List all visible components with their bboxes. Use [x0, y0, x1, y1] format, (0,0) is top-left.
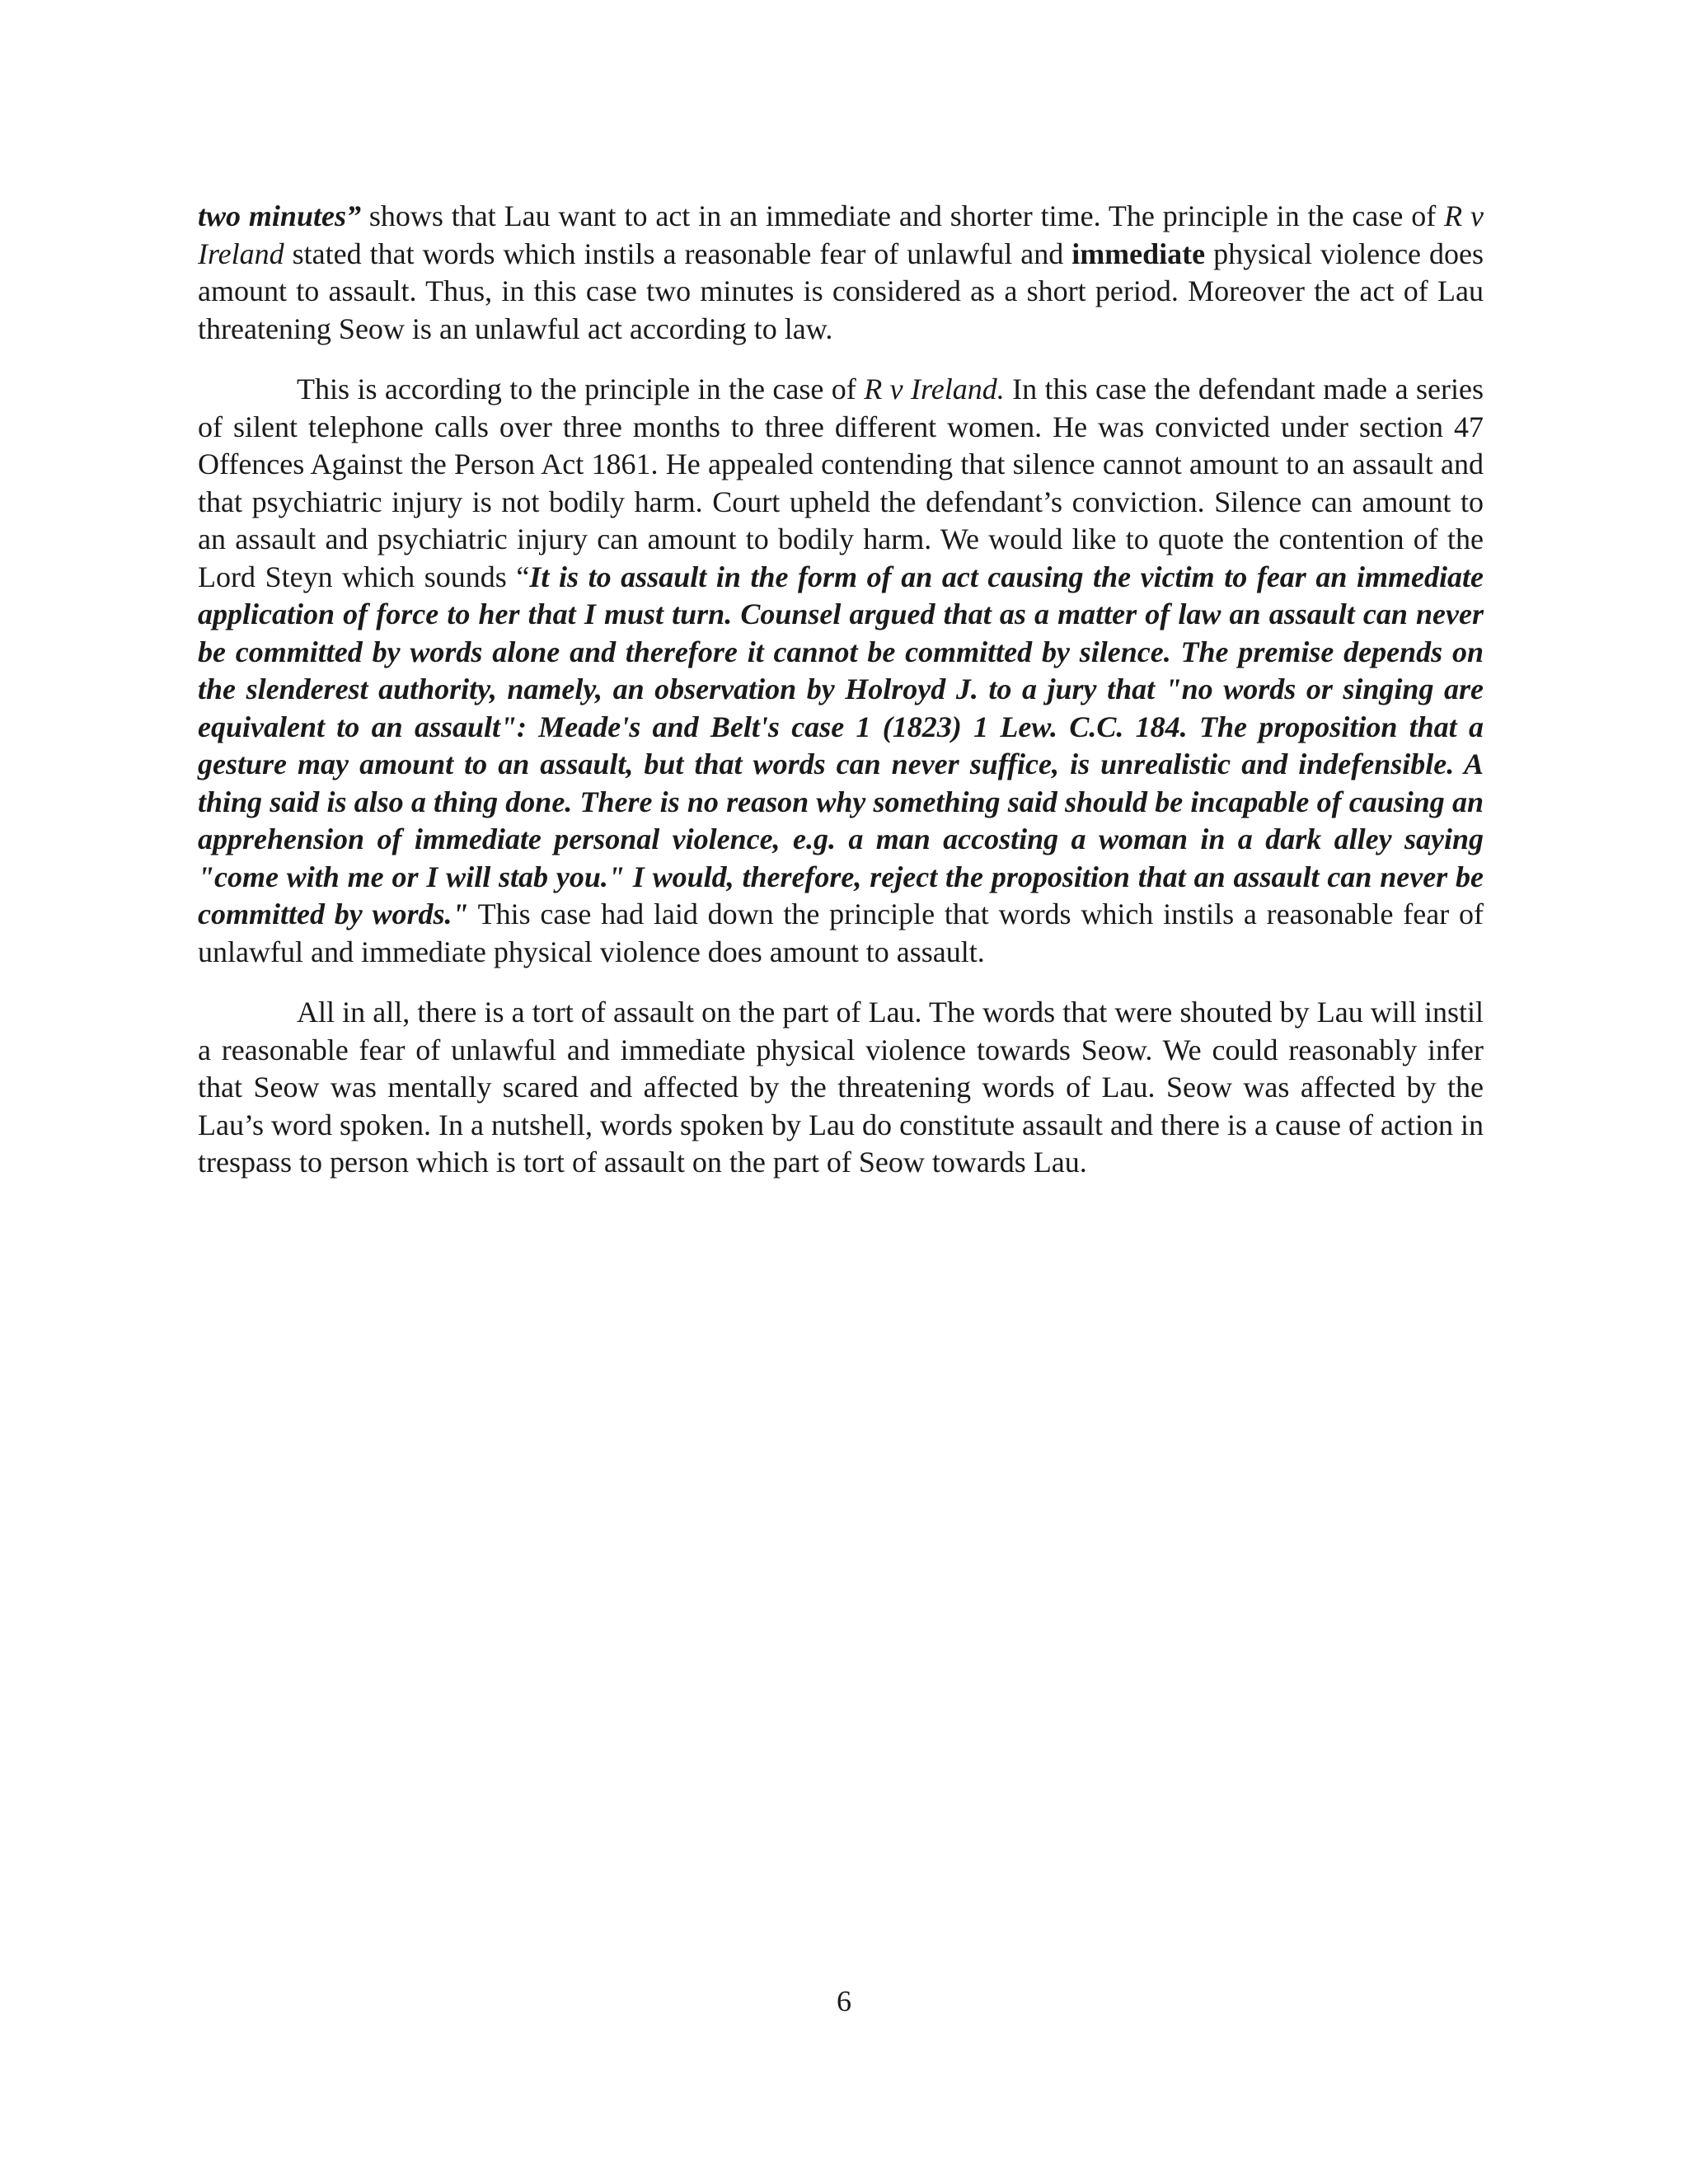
body-text: This case had laid down the principle that words which instils a reasonable fear of unlawful and immediate physical violence does amount to assault.: [198, 898, 1484, 968]
quotation-text: It is to assault in the form of an act causing the victim to fear an immediate application of force to her that I must turn. Counsel argued that as a matter of law an assault can never be committed by words alone and therefore it cannot be committed by silence. The premise depends on the slenderest authority, namely, an observation by Holroyd J. to a jury that "no words or singing are equivalent to an assault": Meade's and Belt's case 1 (1823) 1 Lew. C.C. 184. The proposition that a gesture may amount to an assault, but that words can never suffice, is unrealistic and indefensible. A thing said is also a thing done. There is no reason why something said should be incapable of causing an apprehension of immediate personal violence, e.g. a man accosting a woman in a dark alley saying "come with me or I will stab you." I would, therefore, reject the proposition that an assault can never be committed by words.": [198, 560, 1484, 930]
case-name: R v Ireland: [198, 199, 1484, 270]
body-text: shows that Lau want to act in an immediate and shorter time. The principle in the case of: [360, 199, 1445, 232]
body-text: In this case the defendant made a series of silent telephone calls over three months to three different women. He was convicted under section 47 Offences Against the Person Act 1861. He appealed contending that silence cannot amount to an assault and that psychiatric injury is not bodily harm. Court upheld the defendant’s conviction. Silence can amount to an assault and psychiatric injury can amount to bodily harm. We would like to quote the contention of the Lord Steyn which sounds “: [198, 373, 1484, 593]
paragraph-3: [198, 994, 1484, 1182]
body-text: physical violence does amount to assault. Thus, in this case two minutes is considered as a short period. Moreover the act of Lau threatening Seow is an unlawful act according to law.: [198, 237, 1484, 345]
body-text: All in all, there is a tort of assault on the part of Lau. The words that were shouted by Lau will instil a reasonable fear of unlawful and immediate physical violence towards Seow. We could reasonably infer that Seow was mentally scared and affected by the threatening words of Lau. Seow was affected by the Lau’s word spoken. In a nutshell, words spoken by Lau do constitute assault and there is a cause of action in trespass to person which is tort of assault on the part of Seow towards Lau.: [198, 996, 1484, 1179]
body-text: This is according to the principle in the case of: [297, 373, 865, 405]
page-number: 6: [837, 1985, 851, 2018]
emphasis-text: immediate: [1071, 237, 1206, 270]
paragraph-1: [198, 198, 1484, 348]
document-page: [198, 198, 1484, 1182]
emphasis-text: two minutes”: [198, 199, 361, 232]
body-text: stated that words which instils a reasonable fear of unlawful and: [284, 237, 1072, 270]
case-name: R v Ireland.: [864, 373, 1005, 405]
paragraph-2: [198, 371, 1484, 971]
